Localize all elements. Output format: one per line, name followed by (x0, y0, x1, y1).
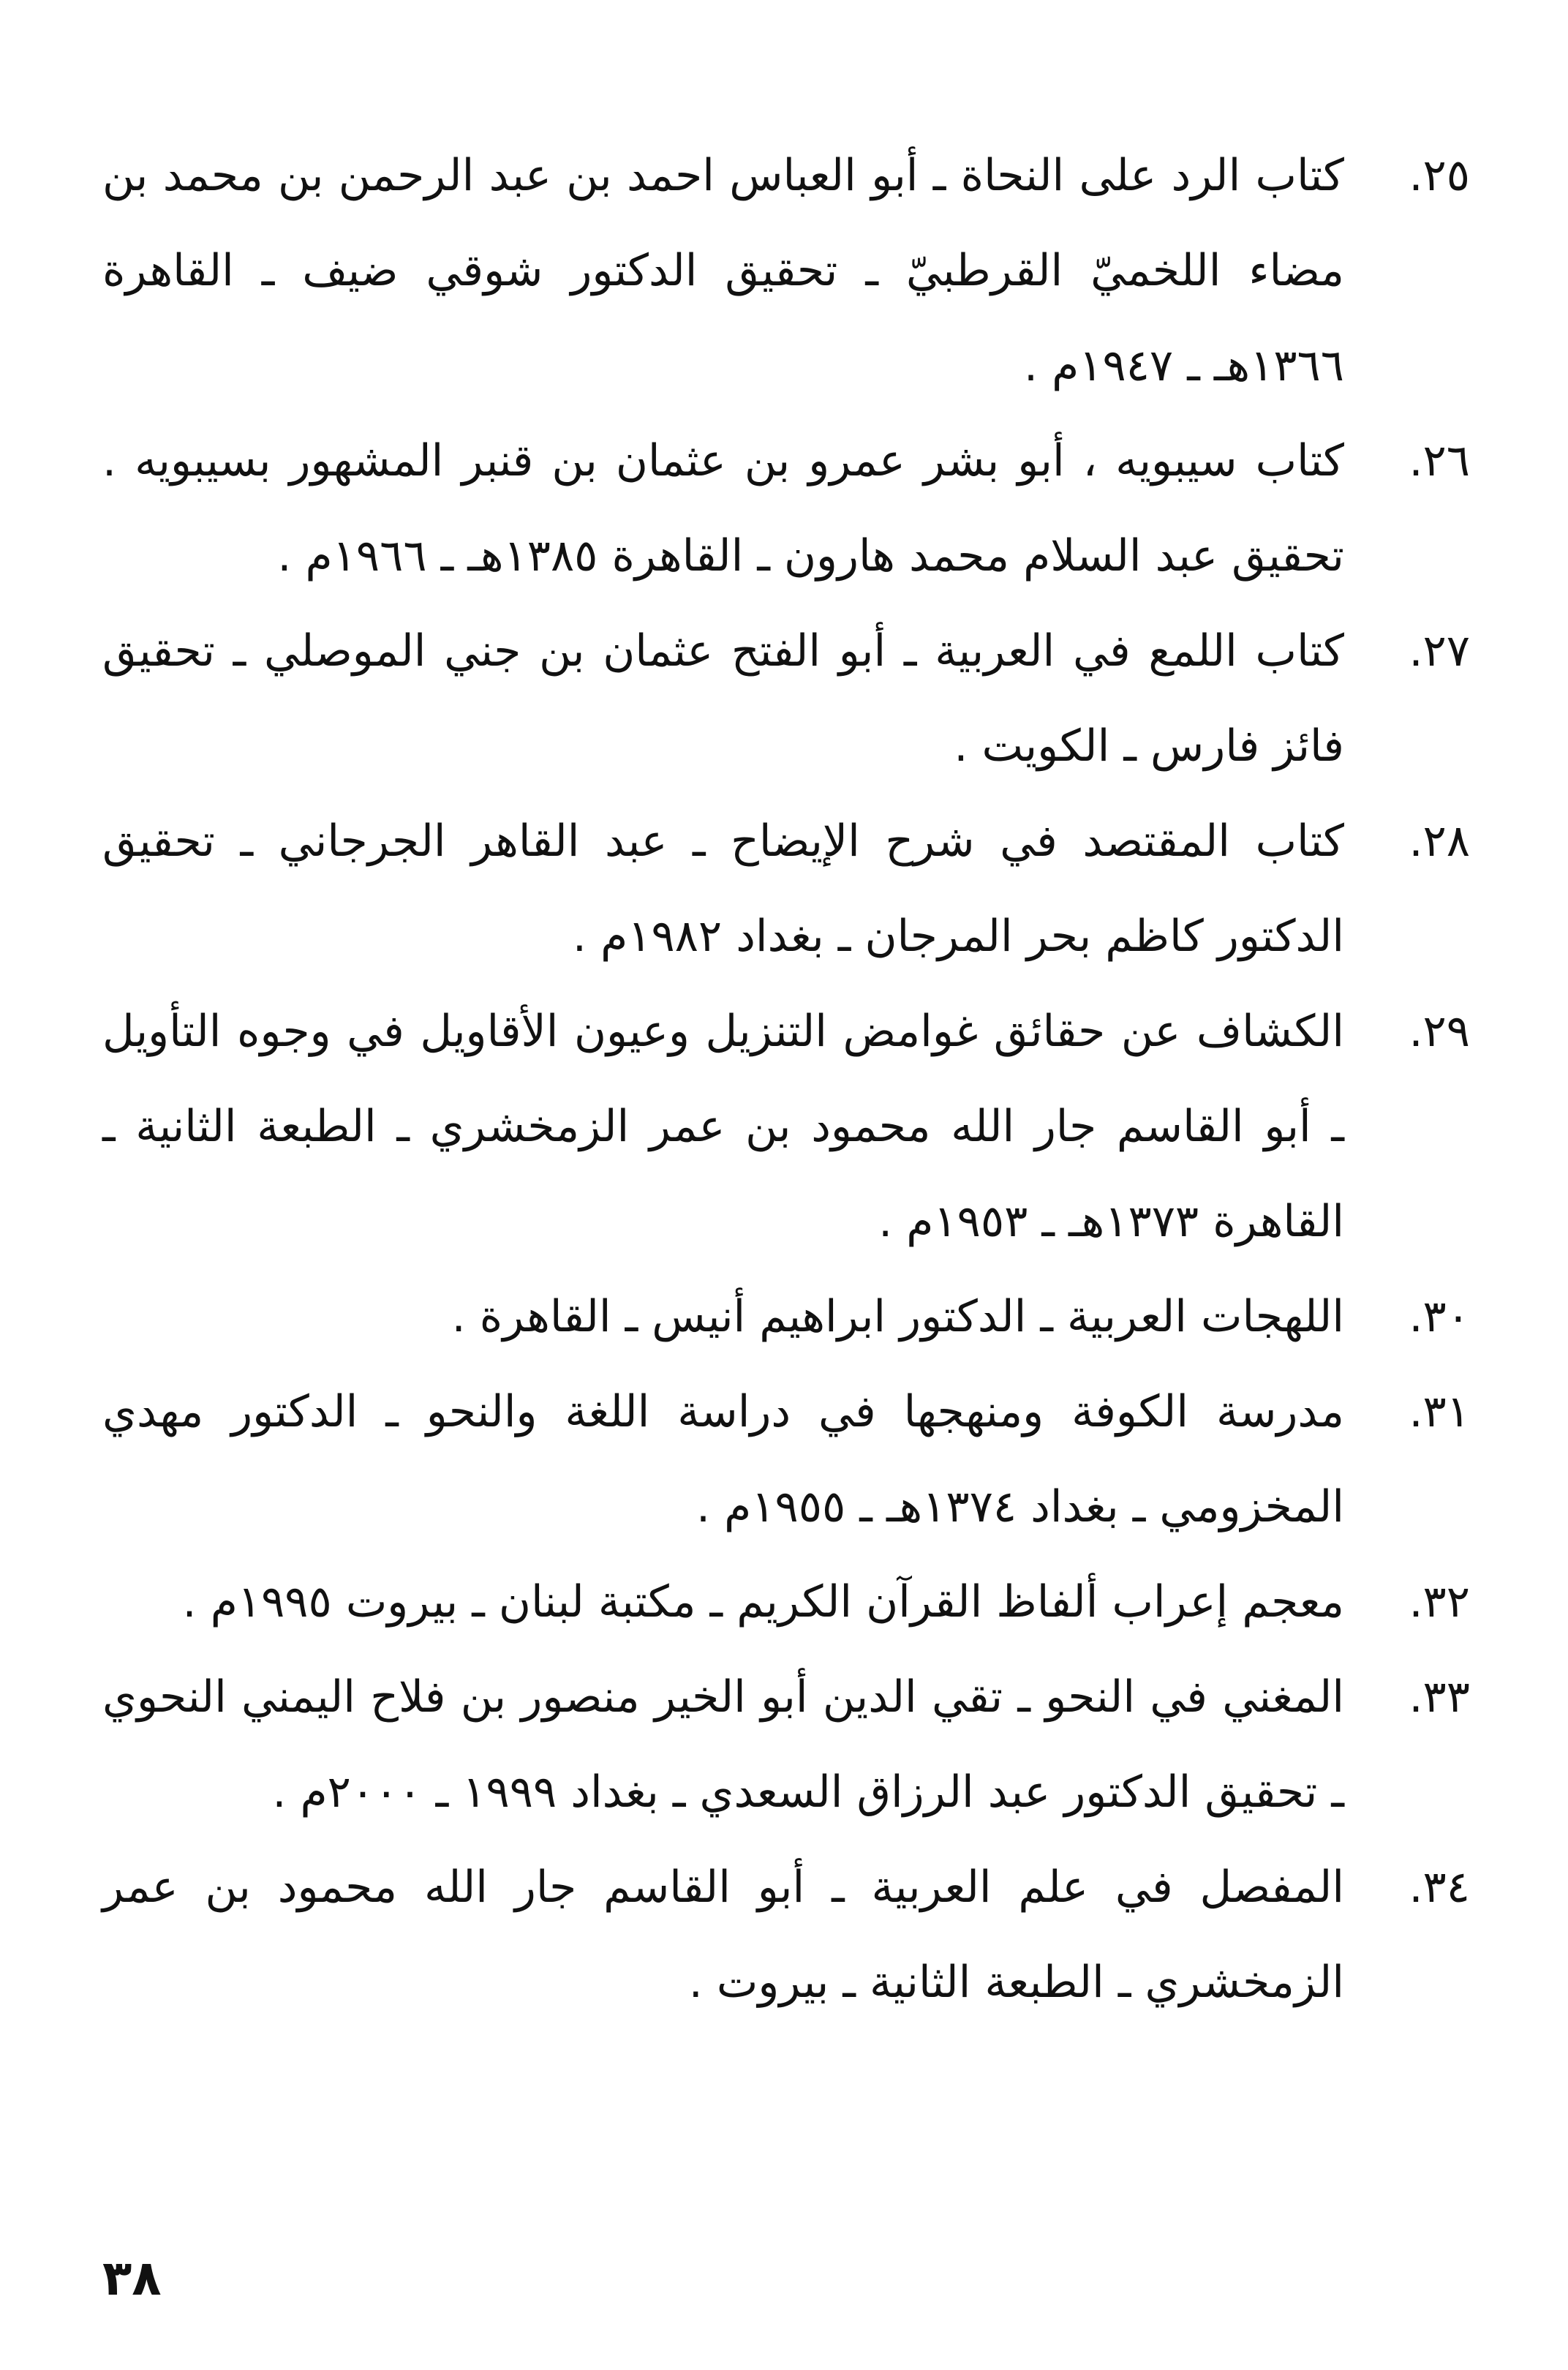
entry-number: ٣٤. (1409, 1862, 1470, 1913)
bibliography-entry (102, 1554, 1470, 1649)
entry-text: مدرسة الكوفة ومنهجها في دراسة اللغة والنحو ـ الدكتور مهدي المخزومي ـ بغداد ١٣٧٤هـ ـ ١٩٥٥م . (102, 1386, 1344, 1532)
bibliography-entry (102, 1840, 1470, 2030)
entry-text: كتاب اللمع في العربية ـ أبو الفتح عثمان بن جني الموصلي ـ تحقيق فائز فارس ـ الكويت . (102, 625, 1344, 772)
entry-number: ٢٨. (1409, 816, 1470, 867)
bibliography-entry (102, 603, 1470, 794)
entry-number: ٢٧. (1409, 625, 1470, 677)
entry-text: المغني في النحو ـ تقي الدين أبو الخير منصور بن فلاح اليمني النحوي ـ تحقيق الدكتور عبد الرزاق السعدي ـ بغداد ١٩٩٩ ـ ٢٠٠٠م . (102, 1671, 1344, 1818)
entry-number: ٢٩. (1409, 1006, 1470, 1057)
bibliography-entry (102, 984, 1470, 1269)
bibliography-entry (102, 128, 1470, 413)
bibliography-entry (102, 794, 1470, 984)
bibliography-entry (102, 413, 1470, 603)
entry-text: المفصل في علم العربية ـ أبو القاسم جار الله محمود بن عمر الزمخشري ـ الطبعة الثانية ـ بيروت . (102, 1862, 1344, 2008)
entry-text: كتاب سيبويه ، أبو بشر عمرو بن عثمان بن قنبر المشهور بسيبويه . تحقيق عبد السلام محمد هارون ـ القاهرة ١٣٨٥هـ ـ ١٩٦٦م . (102, 435, 1344, 582)
page-number: ٣٨ (102, 2250, 162, 2306)
bibliography-list (102, 128, 1470, 2030)
entry-text: معجم إعراب ألفاظ القرآن الكريم ـ مكتبة لبنان ـ بيروت ١٩٩٥م . (182, 1576, 1344, 1628)
entry-text: كتاب الرد على النحاة ـ أبو العباس احمد بن عبد الرحمن بن محمد بن مضاء اللخميّ القرطبيّ ـ تحقيق الدكتور شوقي ضيف ـ القاهرة ١٣٦٦هـ ـ ١٩٤٧م . (102, 150, 1344, 391)
entry-text: الكشاف عن حقائق غوامض التنزيل وعيون الأقاويل في وجوه التأويل ـ أبو القاسم جار الله محمود بن عمر الزمخشري ـ الطبعة الثانية ـ القاهرة ١٣٧٣هـ ـ ١٩٥٣م . (102, 1006, 1344, 1247)
entry-text: اللهجات العربية ـ الدكتور ابراهيم أنيس ـ القاهرة . (451, 1291, 1344, 1342)
entry-number: ٣٣. (1409, 1671, 1470, 1723)
entry-number: ٣١. (1409, 1386, 1470, 1437)
entry-number: ٢٥. (1409, 150, 1470, 201)
entry-number: ٣٢. (1409, 1576, 1470, 1628)
bibliography-entry (102, 1269, 1470, 1364)
bibliography-entry (102, 1649, 1470, 1840)
bibliography-entry (102, 1364, 1470, 1554)
entry-number: ٣٠. (1409, 1291, 1470, 1342)
entry-number: ٢٦. (1409, 435, 1470, 486)
entry-text: كتاب المقتصد في شرح الإيضاح ـ عبد القاهر الجرجاني ـ تحقيق الدكتور كاظم بحر المرجان ـ بغداد ١٩٨٢م . (102, 816, 1344, 962)
